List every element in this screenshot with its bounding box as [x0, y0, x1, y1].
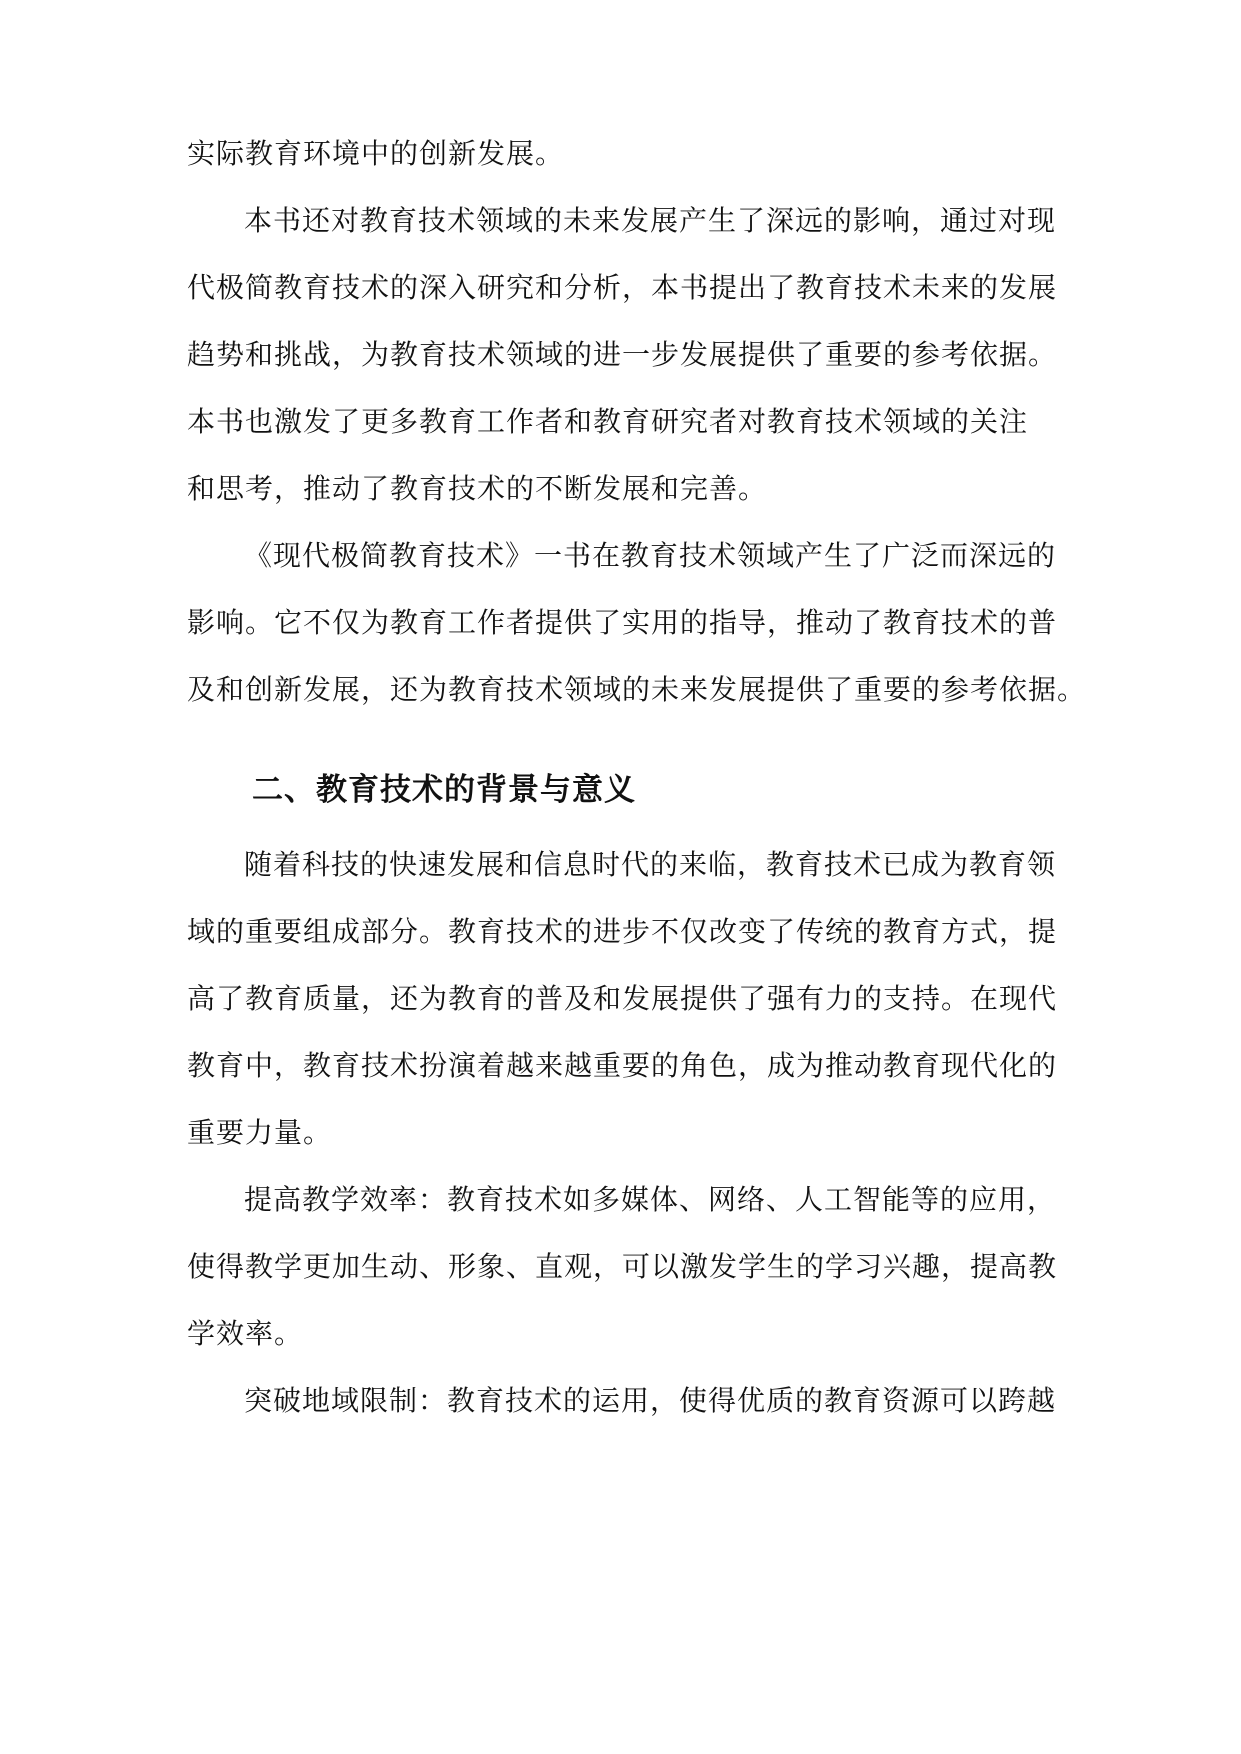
paragraph-line: 提高教学效率：教育技术如多媒体、网络、人工智能等的应用，	[244, 1183, 1057, 1216]
paragraph-line: 及和创新发展，还为教育技术领域的未来发展提供了重要的参考依据。	[187, 673, 1087, 706]
paragraph-line: 趋势和挑战，为教育技术领域的进一步发展提供了重要的参考依据。	[187, 338, 1058, 371]
paragraph-line: 教育中，教育技术扮演着越来越重要的角色，成为推动教育现代化的	[187, 1049, 1058, 1082]
paragraph-line: 和思考，推动了教育技术的不断发展和完善。	[187, 472, 768, 505]
paragraph-line: 《现代极简教育技术》一书在教育技术领域产生了广泛而深远的	[244, 539, 1057, 572]
paragraph-line: 域的重要组成部分。教育技术的进步不仅改变了传统的教育方式，提	[187, 915, 1058, 948]
paragraph-line: 高了教育质量，还为教育的普及和发展提供了强有力的支持。在现代	[187, 982, 1058, 1015]
paragraph-line: 代极简教育技术的深入研究和分析，本书提出了教育技术未来的发展	[187, 271, 1058, 304]
paragraph-line: 随着科技的快速发展和信息时代的来临，教育技术已成为教育领	[244, 848, 1057, 881]
paragraph-line: 影响。它不仅为教育工作者提供了实用的指导，推动了教育技术的普	[187, 606, 1058, 639]
section-heading: 二、教育技术的背景与意义	[252, 772, 636, 808]
paragraph-line: 实际教育环境中的创新发展。	[187, 137, 565, 170]
paragraph-line: 本书还对教育技术领域的未来发展产生了深远的影响，通过对现	[244, 204, 1057, 237]
paragraph-line: 使得教学更加生动、形象、直观，可以激发学生的学习兴趣，提高教	[187, 1250, 1058, 1283]
paragraph-line: 本书也激发了更多教育工作者和教育研究者对教育技术领域的关注	[187, 405, 1029, 438]
paragraph-line: 重要力量。	[187, 1116, 333, 1149]
paragraph-line: 突破地域限制：教育技术的运用，使得优质的教育资源可以跨越	[244, 1384, 1057, 1417]
paragraph-line: 学效率。	[187, 1317, 304, 1350]
